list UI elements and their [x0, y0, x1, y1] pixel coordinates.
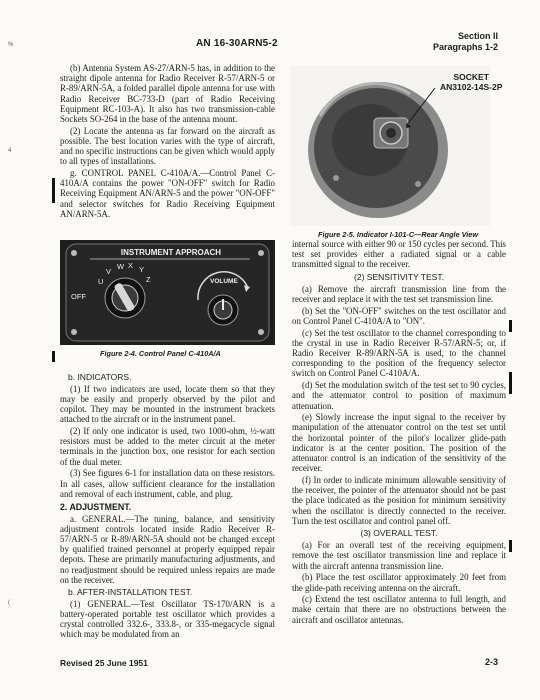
paragraph: (f) In order to indicate minimum allowable sensitivity of the receiver, the pointer of the attenuator should not be past the place indicated as the position for minimum sensitivity when the oscillator is directly connected to the receiver. Turn the test oscillator and control panel off. — [292, 474, 506, 526]
document-number: AN 16-30ARN5-2 — [196, 38, 278, 49]
panel-screw — [71, 329, 77, 335]
figure-2-4-caption: Figure 2-4. Control Panel C-410A/A — [100, 349, 221, 358]
change-bar — [52, 178, 55, 203]
selector-letter-v: V — [106, 267, 112, 276]
section-heading: b. AFTER-INSTALLATION TEST. — [68, 587, 193, 598]
revision-date: Revised 25 June 1951 — [60, 658, 148, 668]
control-panel-figure — [60, 240, 275, 345]
paragraph: a. GENERAL.—The tuning, balance, and sensitivity adjustment controls located inside Radio Receiver R-57/ARN-5 or R-89/ARN-5A should not be changed except by qualified trained personnel at properly equipped repair depots. These are primarily manufacturing adjustments, and no readjustment should be required unless repairs are made on the receiver. — [60, 513, 275, 585]
socket-bore — [386, 128, 396, 138]
volume-label: VOLUME — [210, 278, 238, 285]
socket-part-number: AN3102-14S-2P — [440, 82, 503, 92]
selector-letter-y: Y — [139, 265, 145, 274]
selector-letter-u: U — [98, 277, 104, 286]
margin-mark: ( — [8, 600, 10, 606]
section-label: Section II — [457, 31, 498, 41]
selector-letter-w: W — [117, 262, 125, 271]
panel-screw — [258, 329, 264, 335]
paragraph: (c) Set the test oscillator to the channel corresponding to the crystal in use in Radio Receiver R-57/ARN-5; or, if Radio Receiver R-89/ARN-5A is used, to the channel corresponding to the position of the frequency selector switch on Control Panel C-410A/A. — [292, 327, 506, 379]
right-column — [292, 239, 506, 626]
section-heading: b. INDICATORS. — [68, 372, 132, 382]
paragraph: (a) Remove the aircraft transmission line from the receiver and replace it with the test set transmission line. — [292, 283, 506, 305]
paragraph: internal source with either 90 or 150 cycles per second. This test set provides either a radiated signal or a cable transmitted signal to the receiver. — [292, 239, 507, 270]
figure-2-5-caption: Figure 2-5. Indicator I-101-C—Rear Angle View — [318, 230, 479, 239]
socket-label: SOCKET — [453, 72, 489, 82]
off-label: OFF — [71, 292, 86, 301]
section-heading: (3) OVERALL TEST. — [360, 527, 438, 538]
selector-letter-z: Z — [146, 275, 151, 284]
paragraph: (b) Antenna System AS-27/ARN-5 has, in addition to the straight dipole antenna for Radio Receiver R-57/ARN-5 or R-89/ARN-5A, a folded parallel dipole antenna for use with Radio Receiver BC-733-D (part of Radio Receiving Equipment RC-103-A). It also has two transmission-cable Sockets SO-264 in the base of the antenna mount. — [60, 63, 275, 125]
paragraphs-label: Paragraphs 1-2 — [432, 42, 498, 52]
left-column-lower — [60, 370, 275, 641]
case-screw — [333, 175, 339, 181]
panel-title: INSTRUMENT APPROACH — [120, 248, 222, 257]
change-bar — [509, 372, 512, 394]
margin-mark: 4 — [8, 148, 12, 154]
paragraph: (2) Locate the antenna as far forward on the aircraft as possible. The best location varies with the type of aircraft, and no specific instructions can be given which would apply to all types of installations. — [60, 125, 275, 167]
paragraph: (1) If two indicators are used, locate them so that they may be easily and properly observed by the pilot and copilot. They may be mounted in the instrument brackets attached to the aircraft or in the instrument panel. — [60, 383, 275, 425]
section-header — [433, 31, 498, 53]
socket-callout — [440, 72, 502, 92]
paragraph: (1) GENERAL.—Test Oscillator TS-170/ARN is a battery-operated portable test oscillator which provides a crystal controlled 332.6-, 333.8-, or 335-megacycle signal which may be modulated from an — [60, 598, 275, 640]
change-bar — [509, 540, 512, 552]
change-bar — [52, 351, 55, 362]
selector-letter-x: X — [128, 261, 134, 270]
paragraph: (d) Set the modulation switch of the test set to 90 cycles, and the attenuator control to position of maximum attenuation. — [292, 380, 506, 411]
panel-screw — [71, 250, 77, 256]
section-heading: (2) SENSITIVITY TEST. — [354, 271, 444, 282]
paragraph: g. CONTROL PANEL C-410A/A.—Control Panel C-410A/A contains the power "ON-OFF" switch for Radio Receiving Equipment AN/ARN-5 and the power "ON-OFF" and selector switches for Radio Receiving Equipment AN/ARN-5A. — [60, 168, 275, 219]
case-screw — [415, 181, 421, 187]
margin-mark: % — [8, 42, 14, 48]
paragraph: (c) Extend the test oscillator antenna to full length, and make certain that there are no obstructions between the aircraft and oscillator antennas. — [292, 594, 506, 625]
paragraph: (a) For an overall test of the receiving equipment, remove the test oscillator transmission line and replace it with the aircraft antenna transmission line. — [292, 540, 506, 571]
page-number: 2-3 — [484, 657, 498, 667]
panel-screw — [258, 250, 264, 256]
panel-face — [66, 244, 269, 341]
paragraph: (e) Slowly increase the input signal to the receiver by manipulation of the attenuator control on the test set until the horizontal pointer of the pilot's localizer glide-path indicator is at the center position. The position of the attenuator control is an indication of the sensitivity of the receiver. — [292, 412, 506, 474]
paragraph: (3) See figures 6-1 for installation data on these resistors. In all cases, allow sufficient clearance for the installation and removal of each instrument, cable, and plug. — [60, 468, 275, 499]
paragraph: (b) Place the test oscillator approximately 20 feet from the glide-path receiving antenna on the aircraft. — [292, 572, 506, 593]
paragraph: (2) If only one indicator is used, two 1000-ohm, ½-watt resistors must be added to the meter circuit at the meter terminals in the junction box, one resistor for each section of the dual meter. — [60, 426, 275, 467]
paragraph: (b) Set the "ON-OFF" switches on the test oscillator and on Control Panel C-410A/A to "ON". — [292, 305, 506, 326]
section-heading: 2. ADJUSTMENT. — [60, 501, 132, 512]
change-bar — [509, 320, 512, 332]
left-column-upper — [60, 63, 275, 221]
